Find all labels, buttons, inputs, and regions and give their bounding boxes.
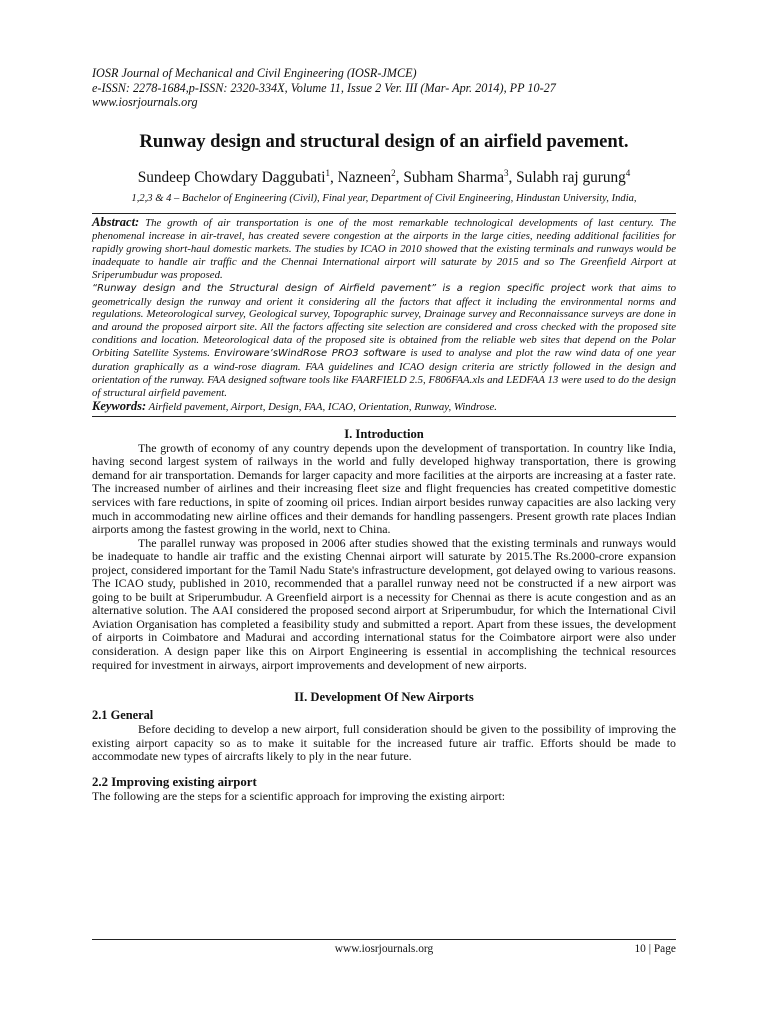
abstract-text: The growth of air transportation is one of the most remarkable technological developments of last century. The phenomenal increase in air-travel, has created severe congestion at the airports in the large cities, needing additional facilities for rapidly growing short-haul domestic markets. The studies by ICAO in 2010 showed that the existing terminals and runways would be inadequate to handle air traffic and the Chennai International airport will saturate by 2015 and so The Greenfield Airport at Sriperumbudur was proposed. bbox=[92, 217, 676, 281]
author-separator: , bbox=[329, 168, 338, 186]
page-number: 10 | Page bbox=[634, 943, 676, 955]
author-sup: 2 bbox=[391, 167, 396, 178]
author-name: Sulabh raj gurung bbox=[516, 168, 626, 186]
keywords bbox=[92, 400, 676, 417]
keywords-text: Airfield pavement, Airport, Design, FAA, ICAO, Orientation, Runway, Windrose. bbox=[146, 400, 497, 413]
subsection-heading-general: 2.1 General bbox=[92, 708, 154, 723]
body-text: The following are the steps for a scientific approach for improving the existing airport: bbox=[92, 788, 506, 803]
author-separator: , bbox=[508, 168, 517, 186]
author-name: Nazneen bbox=[337, 168, 392, 186]
paper-body bbox=[92, 427, 676, 803]
author-separator: , bbox=[395, 168, 404, 186]
author-sup: 4 bbox=[625, 167, 631, 178]
author-name: Subham Sharma bbox=[403, 168, 505, 186]
keywords-label: Keywords: bbox=[92, 398, 147, 413]
subsection-heading-improving: 2.2 Improving existing airport bbox=[92, 774, 257, 789]
paper-title: Runway design and structural design of an airfield pavement. bbox=[139, 130, 629, 152]
body-paragraph: The parallel runway was proposed in 2006 after studies showed that the existing terminals and runways would be inadequate to handle air traffic and the existing Chennai airport will saturate by 2015.The Rs.2000-crore expansion project, considered important for the Tamil Nadu State's infrastructure development, got delayed owing to various reasons. The ICAO study, published in 2010, recommended that a parallel runway need not be constructed if a new airport was going to be built at Sriperumbudur. A Greenfield airport is a necessity for Chennai as there is acute congestion and as an alternative solution. The AAI considered the proposed second airport at Sriperumbudur, for which the International Civil Aviation Organisation has completed a feasibility study and submitted a report. Apart from these issues, the development of airports in Coimbatore and Madurai and according international status for the Coimbatore airport were also under consideration. A design paper like this on Airport Engineering is essential in accomplishing the technical resources required for investment in airways, airport improvements and development of new airports. bbox=[92, 535, 676, 672]
body-paragraph: The growth of economy of any country depends upon the development of transportation. In country like India, having second largest system of railways in the world and fully developed highway transportation, there is growing demand for air transportation. Demands for larger capacity and more facilities at the airports are increasing at a faster rate. The increased number of airlines and their increasing fleet size and flight frequencies has created competitive domestic services with fare reductions, in spite of zooming oil prices. Indian airport besides runway capacities are also lacking very much in accommodating new airline offices and their demands for handling passengers. Present growth rate places Indian airports among the fastest growing in the world, next to China. bbox=[92, 440, 676, 537]
journal-name: IOSR Journal of Mechanical and Civil Engineering (IOSR-JMCE) bbox=[92, 66, 417, 80]
author-name: Sundeep Chowdary Daggubati bbox=[137, 168, 326, 186]
abstract-label: Abstract: bbox=[92, 215, 140, 230]
abstract bbox=[92, 216, 676, 400]
abstract-software-name: Enviroware’sWindRose PRO3 software bbox=[214, 348, 407, 360]
journal-issn: e-ISSN: 2278-1684,p-ISSN: 2320-334X, Volume 11, Issue 2 Ver. III (Mar- Apr. 2014), PP 10-27 bbox=[92, 80, 556, 95]
abstract-text: work that aims to geometrically design the runway and orient it considering all the factors that affect it including the environmental norms and regulations. Meteorological survey, Geological survey, Topographic survey, Drainage survey and Reconnaissance surveys are done in and around the proposed airport site. All the factors affecting site selection are considered and cross checked with the proposed site conditions and location. Meteorological data of the proposed site is obtained from the reliable web sites that depend on the Polar Orbiting Satellite Systems. bbox=[92, 281, 676, 360]
journal-website: www.iosrjournals.org bbox=[92, 95, 198, 109]
footer-website: www.iosrjournals.org bbox=[334, 943, 434, 955]
section-heading-introduction: I. Introduction bbox=[344, 426, 424, 441]
author-list bbox=[92, 164, 676, 187]
author-sup: 3 bbox=[504, 167, 509, 178]
author-affiliation: 1,2,3 & 4 – Bachelor of Engineering (Civil), Final year, Department of Civil Engineering, Hindustan University, India, bbox=[131, 192, 637, 204]
abstract-top-rule bbox=[92, 213, 676, 214]
author-sup: 1 bbox=[325, 167, 330, 178]
journal-header bbox=[92, 66, 676, 110]
body-paragraph: Before deciding to develop a new airport, full consideration should be given to the possibility of improving the existing airport capacity so as to make it suitable for the increased future air traffic. Efforts should be made to accommodate new types of aircrafts likely to ply in the near future. bbox=[92, 722, 676, 764]
paper-page bbox=[92, 66, 676, 803]
abstract-text: is used to analyse and plot the raw wind data of one year duration graphically as a wind-rose diagram. FAA guidelines and ICAO design criteria are strictly followed in the design and orientation of the runway. FAA designed software tools like FAARFIELD 2.5, F806FAA.xls and LEDFAA 13 were used to do the design of structural airfield pavement. bbox=[92, 347, 676, 399]
abstract-project-quote: “Runway design and the Structural design of Airfield pavement” is a region specific project bbox=[92, 282, 586, 294]
section-heading-development: II. Development Of New Airports bbox=[294, 690, 474, 705]
footer-rule bbox=[92, 939, 676, 940]
